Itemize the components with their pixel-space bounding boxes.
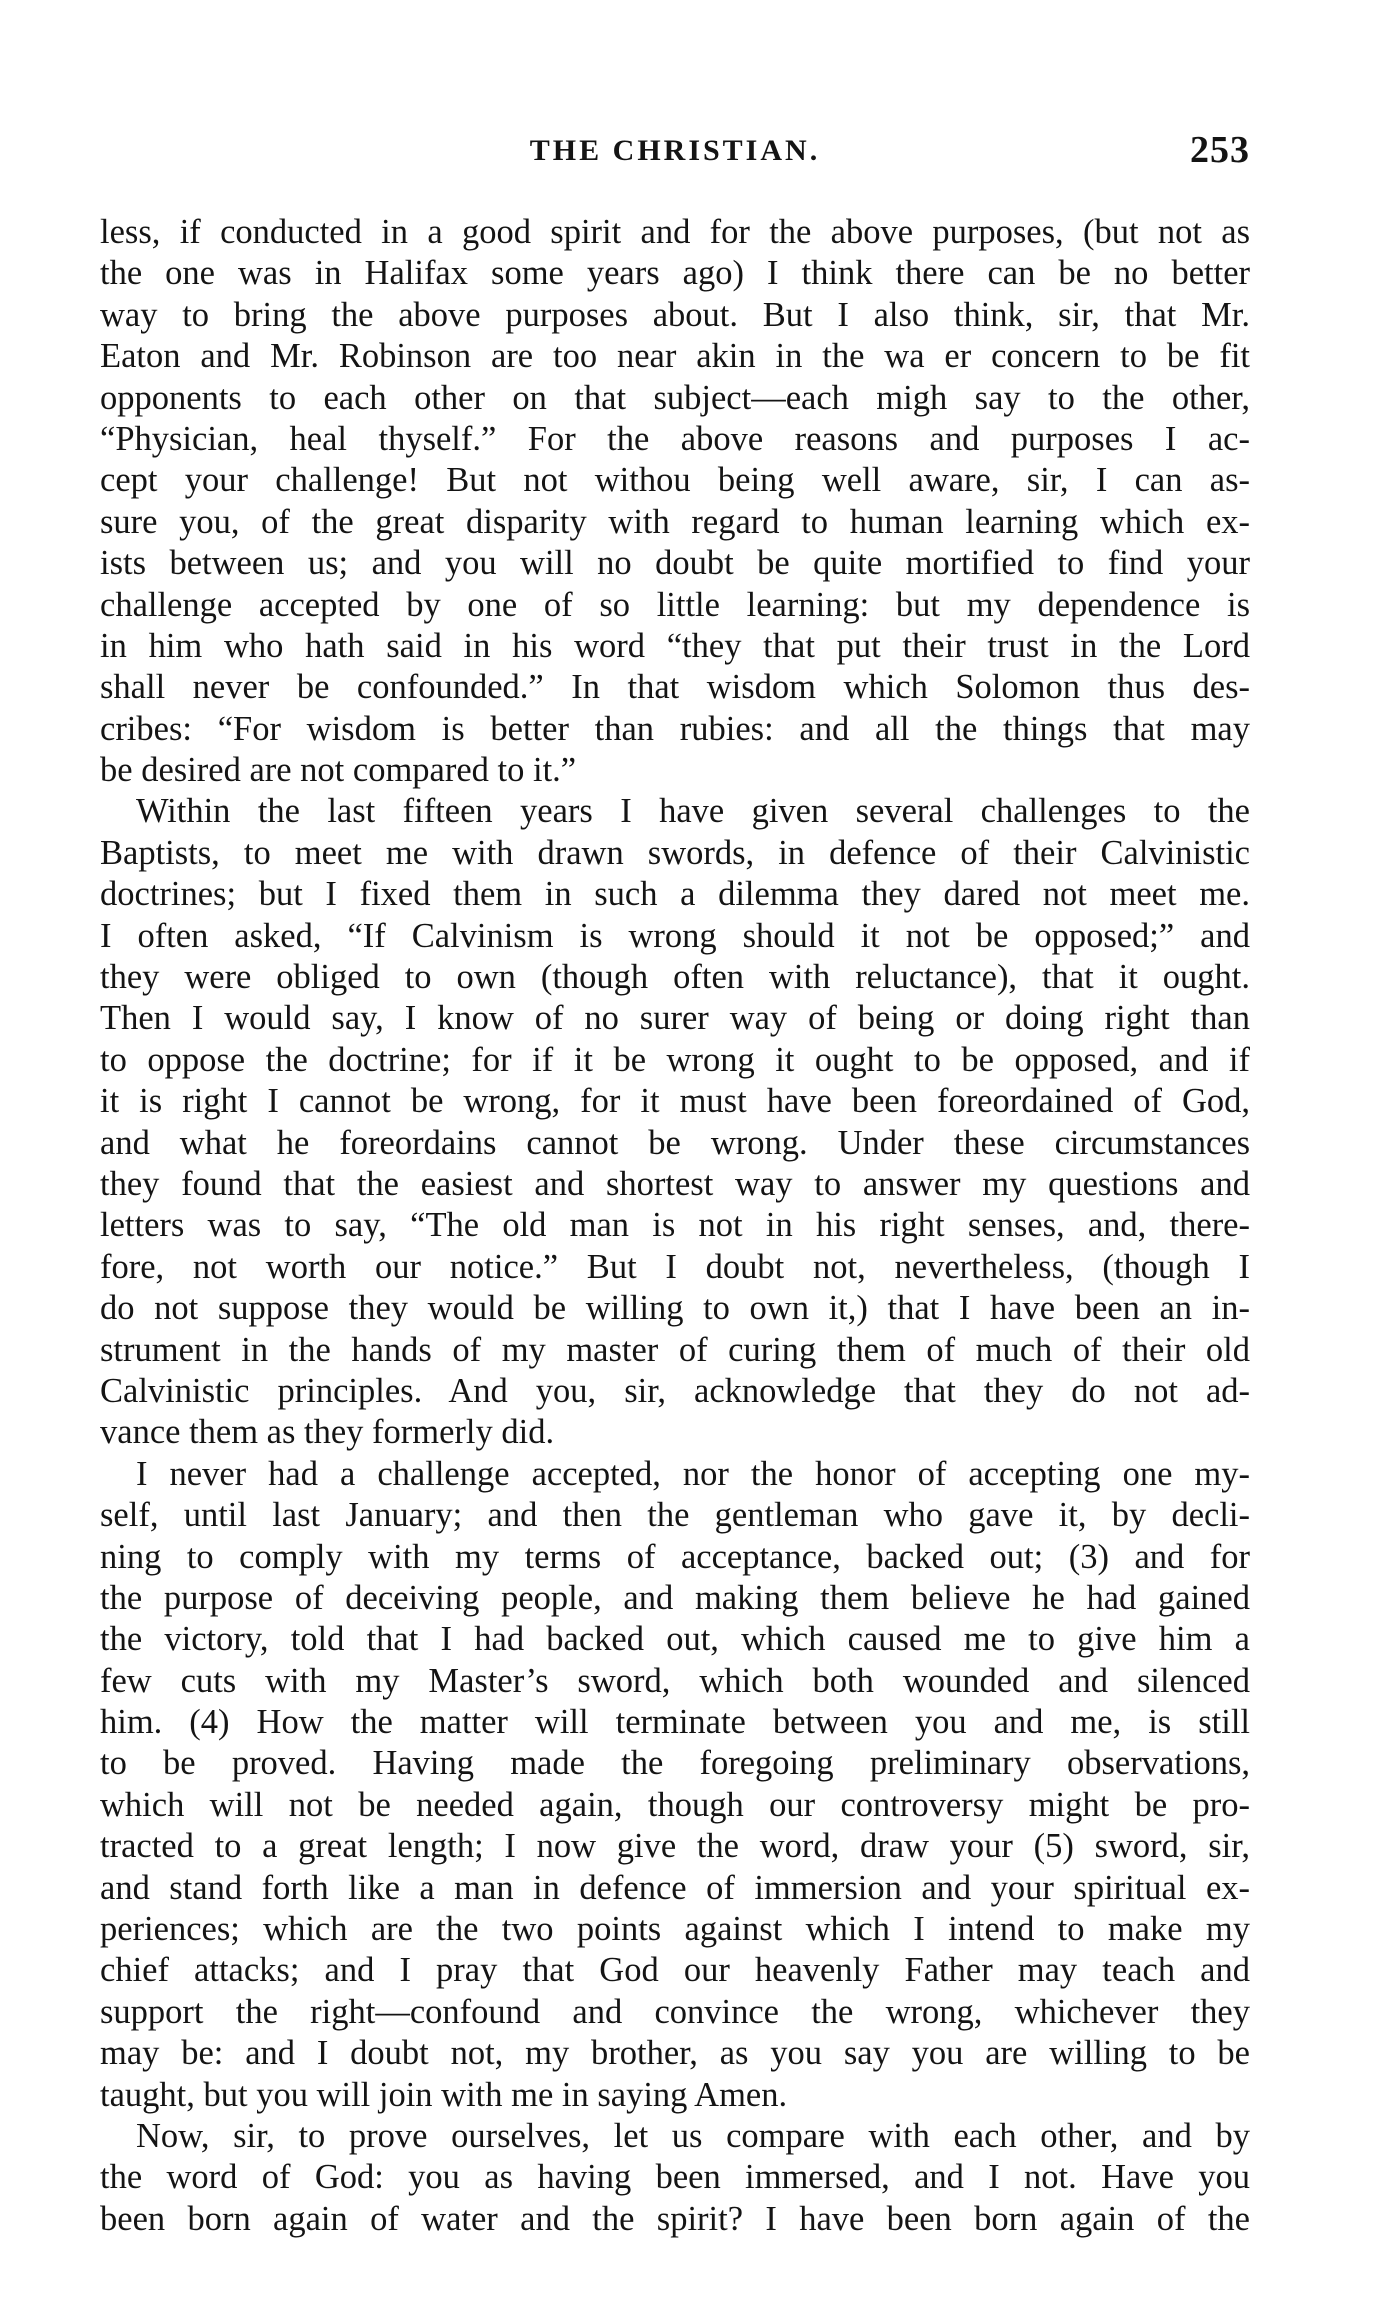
text-line: the one was in Halifax some years ago) I think there can be no better — [100, 254, 1250, 293]
paragraph-2 — [100, 791, 1250, 1453]
text-line: vance them as they formerly did. — [100, 1413, 555, 1452]
text-line: the purpose of deceiving people, and making them believe he had gained — [100, 1578, 1250, 1617]
text-line: I often asked, “If Calvinism is wrong should it not be opposed;” and — [100, 916, 1250, 955]
text-line: been born again of water and the spirit? I have been born again of the — [100, 2199, 1250, 2238]
text-line: “Physician, heal thyself.” For the above reasons and purposes I ac- — [100, 419, 1250, 458]
text-line: ning to comply with my terms of acceptance, backed out; (3) and for — [100, 1537, 1250, 1576]
text-line: Then I would say, I know of no surer way of being or doing right than — [100, 999, 1250, 1038]
text-line: letters was to say, “The old man is not in his right senses, and, there- — [100, 1206, 1250, 1245]
text-line: chief attacks; and I pray that God our heavenly Father may teach and — [100, 1951, 1250, 1990]
text-line: self, until last January; and then the gentleman who gave it, by decli- — [100, 1496, 1250, 1535]
text-line: him. (4) How the matter will terminate between you and me, is still — [100, 1703, 1250, 1742]
text-line: Calvinistic principles. And you, sir, acknowledge that they do not ad- — [100, 1371, 1250, 1410]
text-line: taught, but you will join with me in saying Amen. — [100, 2075, 788, 2114]
text-line: be desired are not compared to it.” — [100, 751, 577, 790]
text-line: sure you, of the great disparity with regard to human learning which ex- — [100, 502, 1250, 541]
text-line: fore, not worth our notice.” But I doubt not, nevertheless, (though I — [100, 1247, 1250, 1286]
text-line: cept your challenge! But not withou being well aware, sir, I can as- — [100, 461, 1250, 500]
text-line: in him who hath said in his word “they that put their trust in the Lord — [100, 626, 1250, 665]
text-line: Baptists, to meet me with drawn swords, in defence of their Calvinistic — [100, 833, 1250, 872]
text-line: less, if conducted in a good spirit and for the above purposes, (but not as — [100, 213, 1250, 251]
text-line: cribes: “For wisdom is better than rubies: and all the things that may — [100, 709, 1250, 748]
text-line: Eaton and Mr. Robinson are too near akin in the wa er concern to be fit — [100, 337, 1250, 376]
text-line: few cuts with my Master’s sword, which both wounded and silenced — [100, 1661, 1250, 1700]
text-line: shall never be confounded.” In that wisdom which Solomon thus des- — [100, 668, 1250, 707]
page-header — [100, 129, 1250, 178]
text-line: they were obliged to own (though often with reluctance), that it ought. — [100, 958, 1250, 997]
paragraph-1 — [100, 212, 1250, 791]
running-head: THE CHRISTIAN. — [529, 134, 821, 167]
paragraph-3 — [100, 1454, 1250, 2116]
text-line: opponents to each other on that subject—each migh say to the other, — [100, 378, 1250, 417]
text-line: support the right—confound and convince the wrong, whichever they — [100, 1992, 1250, 2031]
text-line: may be: and I doubt not, my brother, as you say you are willing to be — [100, 2034, 1250, 2073]
text-line: the victory, told that I had backed out, which caused me to give him a — [100, 1620, 1250, 1659]
text-line: do not suppose they would be willing to own it,) that I have been an in- — [100, 1289, 1250, 1328]
text-line: and what he foreordains cannot be wrong. Under these circumstances — [100, 1123, 1250, 1162]
text-line: I never had a challenge accepted, nor the honor of accepting one my- — [136, 1454, 1250, 1493]
text-line: strument in the hands of my master of curing them of much of their old — [100, 1330, 1250, 1369]
text-line: periences; which are the two points against which I intend to make my — [100, 1910, 1250, 1949]
paragraph-4 — [100, 2116, 1250, 2240]
text-line: they found that the easiest and shortest way to answer my questions and — [100, 1164, 1250, 1203]
body-text — [100, 212, 1250, 2240]
text-line: to oppose the doctrine; for if it be wrong it ought to be opposed, and if — [100, 1040, 1250, 1079]
text-line: to be proved. Having made the foregoing preliminary observations, — [100, 1744, 1250, 1783]
text-line: Within the last fifteen years I have given several challenges to the — [136, 792, 1250, 831]
text-line: way to bring the above purposes about. But I also think, sir, that Mr. — [100, 295, 1250, 334]
text-line: Now, sir, to prove ourselves, let us compare with each other, and by — [136, 2116, 1250, 2155]
text-line: tracted to a great length; I now give the word, draw your (5) sword, sir, — [100, 1827, 1250, 1866]
text-line: challenge accepted by one of so little learning: but my dependence is — [100, 585, 1250, 624]
text-line: the word of God: you as having been immersed, and I not. Have you — [100, 2158, 1250, 2197]
text-line: doctrines; but I fixed them in such a dilemma they dared not meet me. — [100, 875, 1250, 914]
page-number: 253 — [1190, 129, 1250, 171]
text-line: ists between us; and you will no doubt be quite mortified to find your — [100, 544, 1250, 583]
text-line: and stand forth like a man in defence of immersion and your spiritual ex- — [100, 1868, 1250, 1907]
text-line: it is right I cannot be wrong, for it must have been foreordained of God, — [100, 1082, 1250, 1121]
text-line: which will not be needed again, though our controversy might be pro- — [100, 1785, 1250, 1824]
